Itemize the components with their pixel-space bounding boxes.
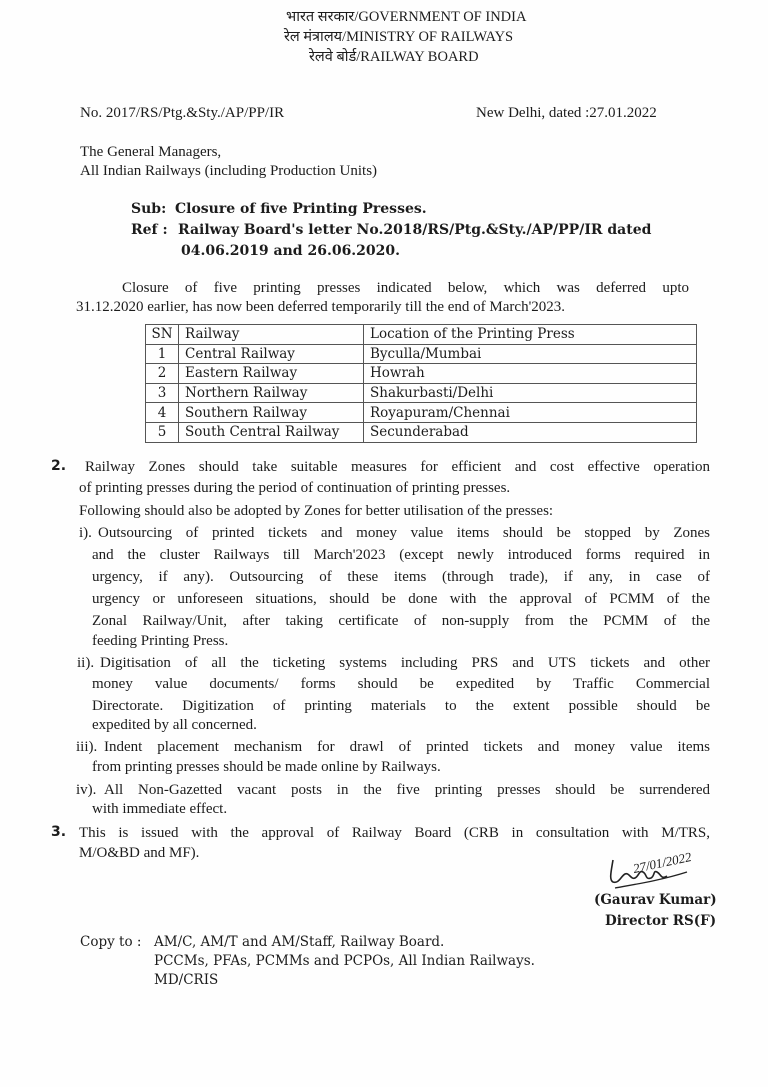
item-i-line-4: urgency or unforeseen situations, should be done with the approval of PCMM of the	[92, 591, 710, 607]
column-header-location: Location of the Printing Press	[364, 325, 697, 345]
cell-sn: 5	[146, 422, 179, 442]
addressee-line-1: The General Managers,	[80, 144, 222, 160]
item-ii-line-4: expedited by all concerned.	[92, 717, 257, 733]
cell-sn: 3	[146, 383, 179, 403]
item-iv-label: iv).	[76, 782, 97, 798]
cell-railway: Northern Railway	[179, 383, 364, 403]
table-row	[146, 383, 697, 403]
item-i-line-2: and the cluster Railways till March'2023 (except newly introduced forms required in	[92, 547, 710, 563]
item-i-label: i).	[79, 525, 92, 541]
table-header-row	[146, 325, 697, 345]
subject-label: Sub:	[131, 201, 167, 217]
para3-line-2: M/O&BD and MF).	[79, 845, 200, 861]
column-header-railway: Railway	[179, 325, 364, 345]
para2-number: 2.	[51, 458, 67, 474]
copy-to-line-2: PCCMs, PFAs, PCMMs and PCPOs, All Indian Railways.	[154, 953, 535, 969]
signatory-name: (Gaurav Kumar)	[594, 892, 717, 908]
printing-presses-table	[145, 324, 697, 443]
table-row	[146, 364, 697, 384]
item-i-line-6: feeding Printing Press.	[92, 633, 229, 649]
para2-line-1: Railway Zones should take suitable measures for efficient and cost effective operation	[85, 459, 710, 475]
letterhead-board: रेलवे बोर्ड/RAILWAY BOARD	[309, 49, 479, 65]
cell-railway: South Central Railway	[179, 422, 364, 442]
item-ii-line-3: Directorate. Digitization of printing materials to the extent possible should be	[92, 698, 710, 714]
cell-location: Howrah	[364, 364, 697, 384]
cell-location: Shakurbasti/Delhi	[364, 383, 697, 403]
item-i-line-1: Outsourcing of printed tickets and money value items should be stopped by Zones	[98, 525, 710, 541]
cell-railway: Southern Railway	[179, 403, 364, 423]
letter-date: New Delhi, dated :27.01.2022	[476, 105, 657, 121]
item-ii-line-2: money value documents/ forms should be expedited by Traffic Commercial	[92, 676, 710, 692]
para1-line-2: 31.12.2020 earlier, has now been deferred temporarily till the end of March'2023.	[76, 299, 566, 315]
reference-line-2: 04.06.2019 and 26.06.2020.	[181, 243, 401, 259]
cell-location: Secunderabad	[364, 422, 697, 442]
cell-sn: 4	[146, 403, 179, 423]
item-iv-line-2: with immediate effect.	[92, 801, 228, 817]
cell-location: Royapuram/Chennai	[364, 403, 697, 423]
para2-following: Following should also be adopted by Zones for better utilisation of the presses:	[79, 503, 554, 519]
item-iii-line-1: Indent placement mechanism for drawl of printed tickets and money value items	[104, 739, 710, 755]
item-ii-label: ii).	[77, 655, 95, 671]
column-header-sn: SN	[146, 325, 179, 345]
cell-railway: Central Railway	[179, 344, 364, 364]
signatory-designation: Director RS(F)	[605, 913, 717, 929]
item-iii-label: iii).	[76, 739, 98, 755]
table-row	[146, 403, 697, 423]
letter-number: No. 2017/RS/Ptg.&Sty./AP/PP/IR	[80, 105, 285, 121]
signature-handwritten-date: 27/01/2022	[631, 849, 693, 877]
table-row	[146, 422, 697, 442]
item-iii-line-2: from printing presses should be made online by Railways.	[92, 759, 441, 775]
item-ii-line-1: Digitisation of all the ticketing systems including PRS and UTS tickets and other	[100, 655, 710, 671]
copy-to-line-1: AM/C, AM/T and AM/Staff, Railway Board.	[154, 934, 445, 950]
subject-text: Closure of five Printing Presses.	[175, 201, 427, 217]
cell-location: Byculla/Mumbai	[364, 344, 697, 364]
addressee-line-2: All Indian Railways (including Production Units)	[80, 163, 378, 179]
reference-label: Ref :	[131, 222, 168, 238]
copy-to-label: Copy to :	[80, 934, 142, 950]
item-iv-line-1: All Non-Gazetted vacant posts in the five printing presses should be surrendered	[104, 782, 710, 798]
para3-line-1: This is issued with the approval of Railway Board (CRB in consultation with M/TRS,	[79, 825, 710, 841]
reference-line-1: Railway Board's letter No.2018/RS/Ptg.&Sty./AP/PP/IR dated	[178, 222, 652, 238]
para2-line-2: of printing presses during the period of continuation of printing presses.	[79, 480, 511, 496]
para3-number: 3.	[51, 824, 67, 840]
copy-to-line-3: MD/CRIS	[154, 972, 219, 988]
cell-sn: 2	[146, 364, 179, 384]
letterhead-government: भारत सरकार/GOVERNMENT OF INDIA	[286, 9, 527, 25]
para1-line-1: Closure of five printing presses indicated below, which was deferred upto	[122, 280, 689, 296]
letterhead-ministry: रेल मंत्रालय/MINISTRY OF RAILWAYS	[284, 29, 514, 45]
item-i-line-3: urgency, if any). Outsourcing of these items (through trade), if any, in case of	[92, 569, 710, 585]
cell-sn: 1	[146, 344, 179, 364]
cell-railway: Eastern Railway	[179, 364, 364, 384]
table-row	[146, 344, 697, 364]
item-i-line-5: Zonal Railway/Unit, after taking certificate of non-supply from the PCMM of the	[92, 613, 710, 629]
